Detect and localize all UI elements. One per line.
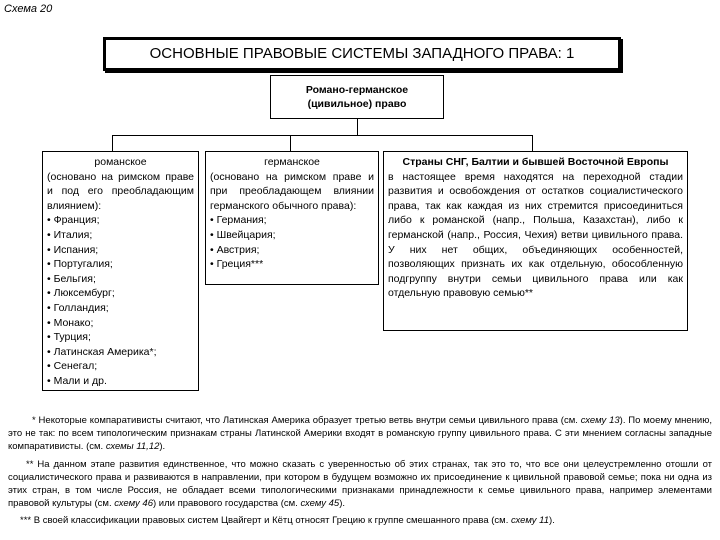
- scheme-label: Схема 20: [4, 3, 53, 15]
- footnote-2: [8, 458, 712, 510]
- note-ref: схему 45: [300, 498, 340, 509]
- footnote-3: [8, 514, 712, 527]
- note-text: ). По моему мнению, это не так: по всем типологическим признакам страны Латинской Америки входят в романскую группу цивильного права. С эти мнением согласны западные компаративисты. (см.: [8, 415, 712, 452]
- note-text: ).: [339, 498, 345, 509]
- germanic-heading: германское: [264, 156, 320, 168]
- footnote-1: [8, 414, 712, 453]
- note-ref: схему 11: [511, 515, 550, 526]
- note-text: ) или правового государства (см.: [152, 498, 301, 509]
- country-item: • Испания;: [47, 243, 99, 256]
- country-item: • Турция;: [47, 331, 91, 344]
- country-item: • Португалия;: [47, 258, 113, 271]
- romance-desc: (основано на римском праве и под его преобладающим влиянием):: [47, 170, 194, 212]
- country-item: • Италия;: [47, 228, 93, 241]
- country-item: • Бельгия;: [47, 272, 96, 285]
- connector: [112, 135, 113, 151]
- cis-text: в настоящее время находятся на переходной стадии развития и освобождения от остатков социалистического права, так как каждая из них стремится присоединиться либо к романской (напр., Польша, Казахстан), либо к германской (напр., Россия, Чехия) ветви цивильного права. У них нет общих, объединяющих особенностей, позволяющих признать их как отдельную, обособленную подгруппу внутри семьи цивильного права или как отдельную правовую семью**: [388, 170, 683, 300]
- country-item: • Германия;: [210, 214, 267, 227]
- diagram-title: ОСНОВНЫЕ ПРАВОВЫЕ СИСТЕМЫ ЗАПАДНОГО ПРАВА: 1: [103, 37, 621, 71]
- connector: [112, 135, 533, 136]
- country-item: • Франция;: [47, 214, 100, 227]
- note-text: * Некоторые компаративисты считают, что Латинская Америка образует третью ветвь внутри семьи цивильного права (см.: [32, 415, 581, 426]
- cis-branch-box: [383, 151, 688, 331]
- romance-branch-box: [42, 151, 199, 391]
- root-node: [270, 75, 444, 119]
- connector: [532, 135, 533, 151]
- note-text: ** На данном этапе развития единственное, что можно сказать с уверенностью об этих странах, так это то, что все они целеустремленно отошли от социалистического права и развиваются в направлении, при котором в будущем возможно их присоединение к цивильной правовой семье; пока ни одна из этих стран, в том числе Россия, не обладает всеми типологическими признаками принадлежности к семье цивильного права, например элементами правовой культуры (см.: [8, 459, 712, 509]
- country-item: • Австрия;: [210, 243, 260, 256]
- note-ref: схему 46: [114, 498, 153, 509]
- country-item: • Голландия;: [47, 301, 109, 314]
- country-item: • Сенегал;: [47, 360, 98, 373]
- country-item: • Монако;: [47, 316, 94, 329]
- romance-heading: романское: [94, 156, 147, 168]
- note-text: *** В своей классификации правовых систем Цвайгерт и Кётц относят Грецию к группе смешанного права (см.: [20, 515, 511, 526]
- connector: [290, 135, 291, 151]
- note-ref: схемы 11,12: [105, 441, 160, 452]
- country-item: • Швейцария;: [210, 228, 276, 241]
- note-text: ).: [159, 441, 166, 452]
- country-item: • Люксембург;: [47, 287, 115, 300]
- note-text: ).: [549, 515, 555, 526]
- germanic-desc: (основано на римском праве и при преобладающем влиянии германского обычного права):: [210, 170, 374, 212]
- root-line2: (цивильное) право: [307, 98, 407, 110]
- root-line1: Романо-германское: [305, 84, 409, 96]
- country-item: • Латинская Америка*;: [47, 345, 157, 358]
- connector: [357, 119, 358, 135]
- country-item: • Мали и др.: [47, 374, 107, 387]
- country-item: • Греция***: [210, 258, 264, 271]
- cis-heading: Страны СНГ, Балтии и бывшей Восточной Европы: [402, 156, 669, 168]
- note-ref: схему 13: [580, 415, 620, 426]
- germanic-branch-box: [205, 151, 379, 285]
